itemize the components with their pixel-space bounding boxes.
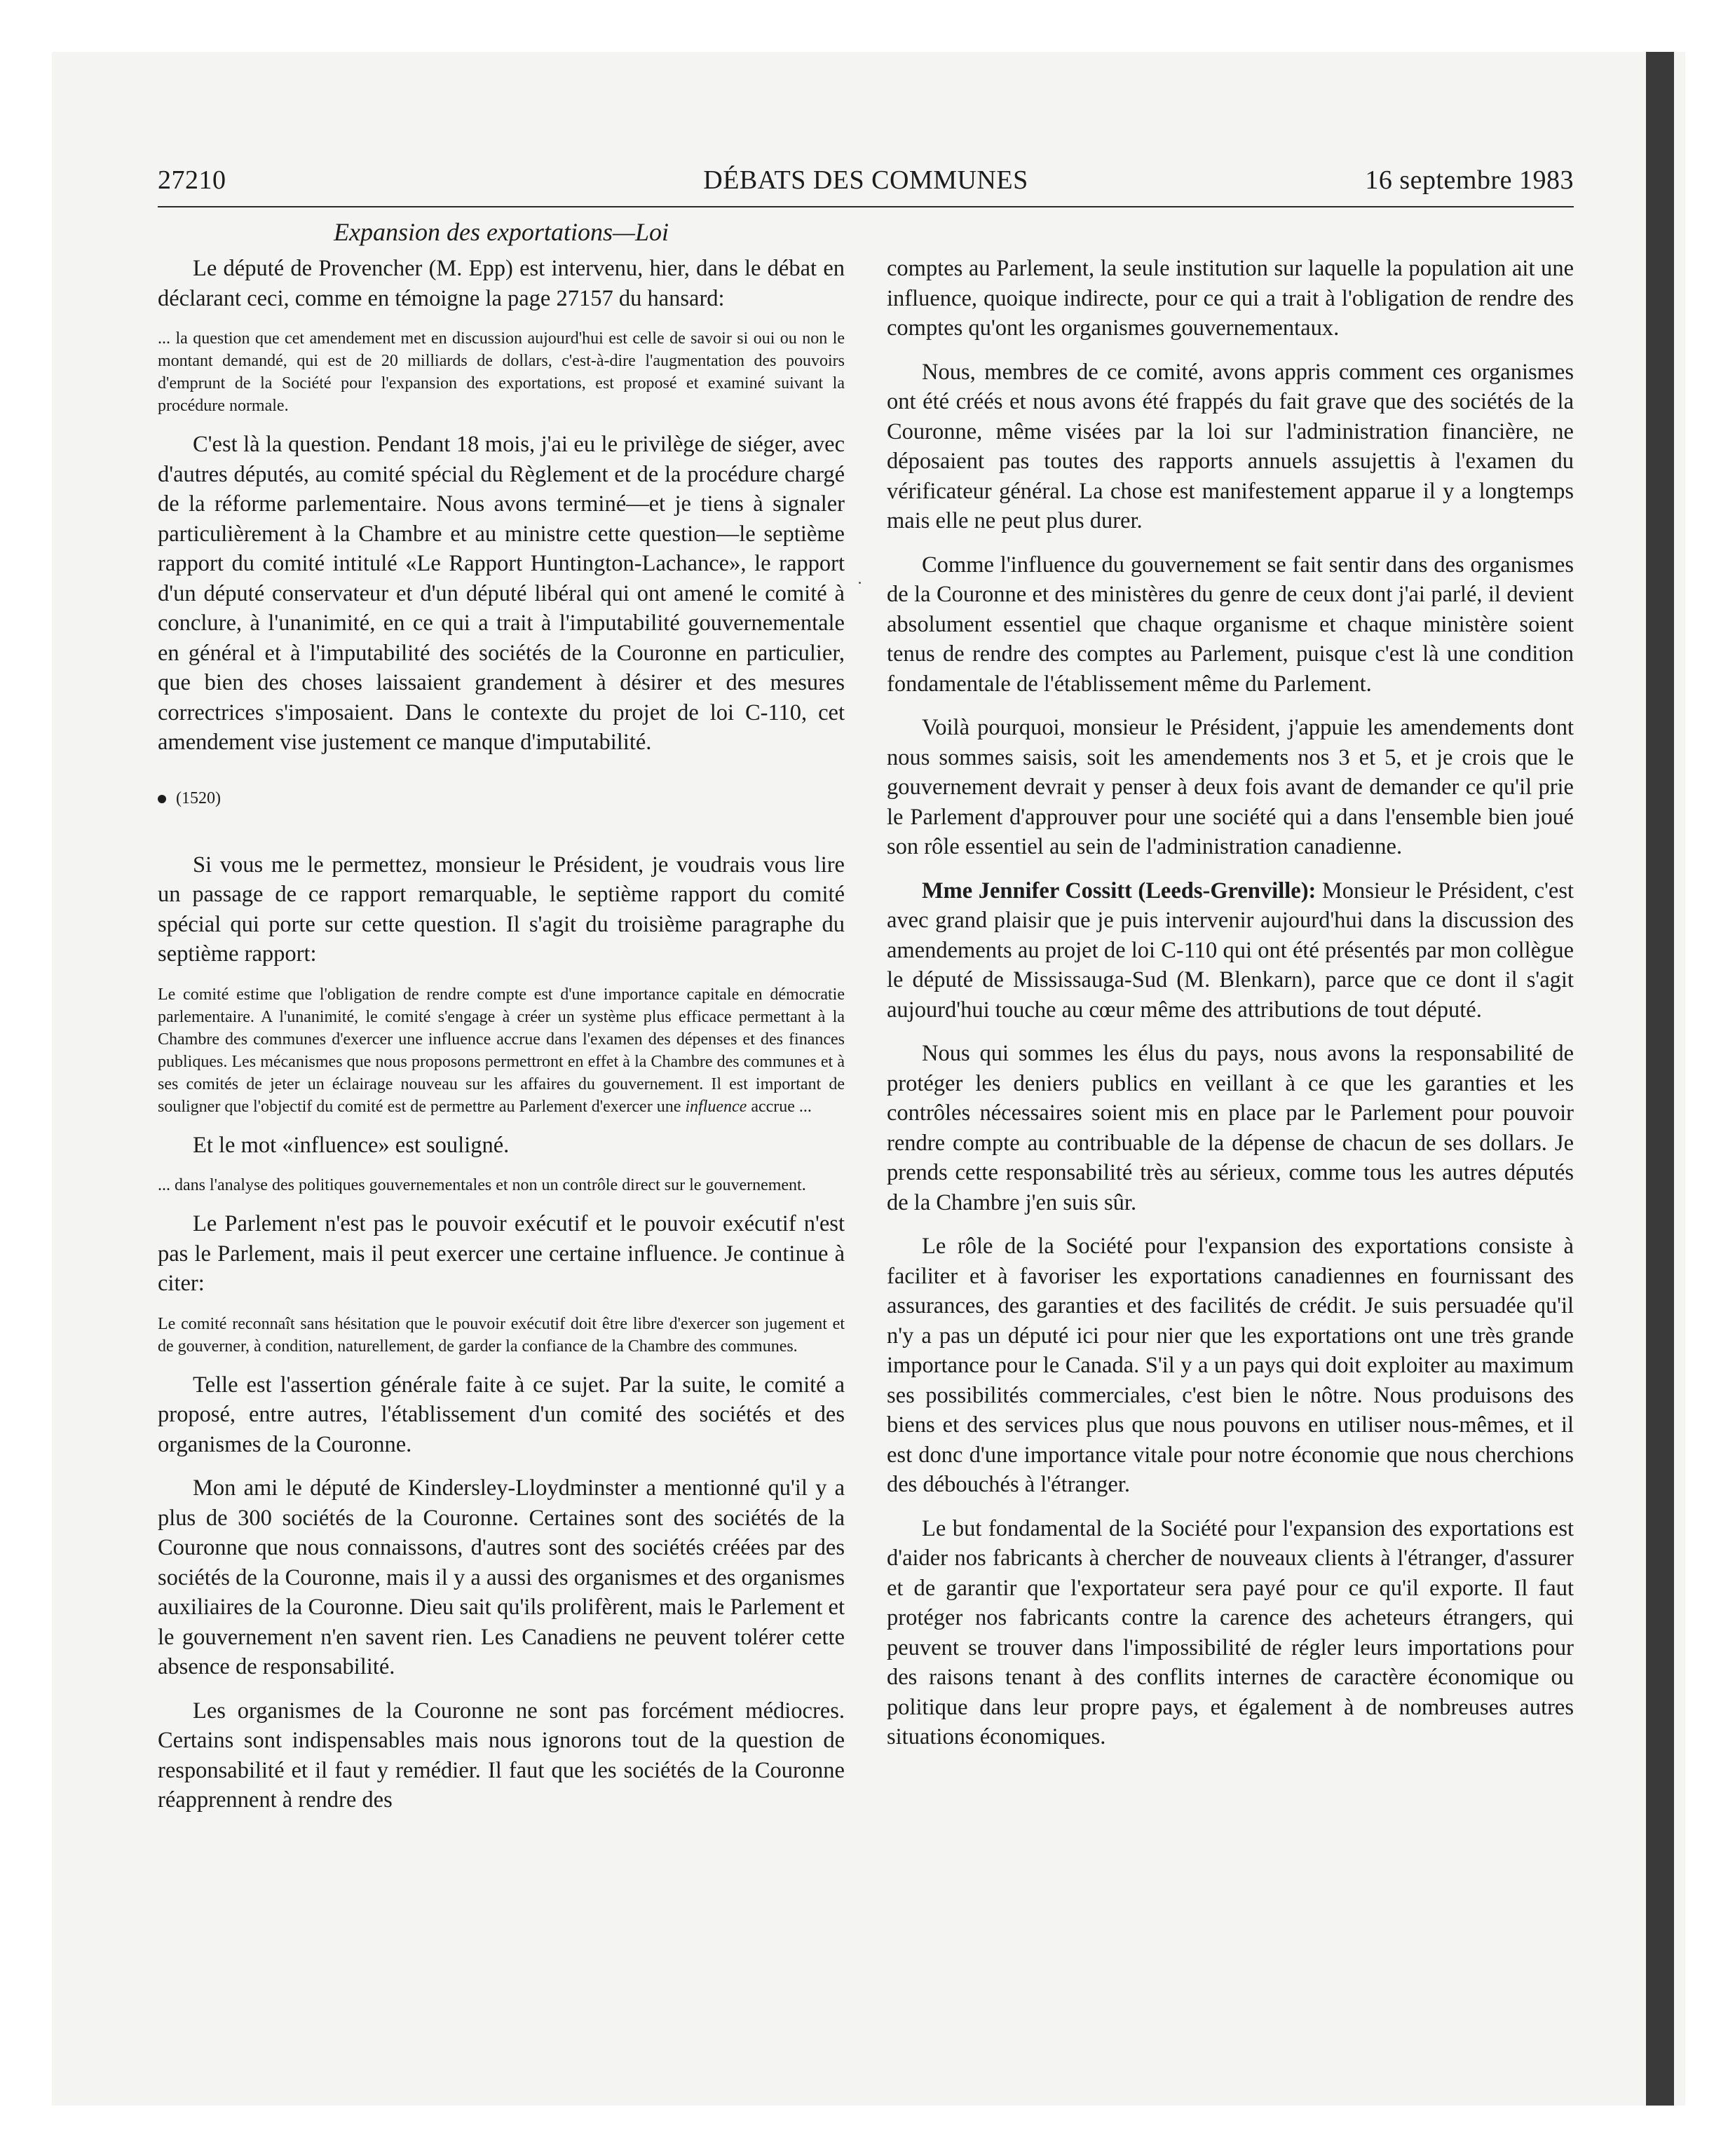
publication-title: DÉBATS DES COMMUNES — [703, 165, 1028, 195]
paragraph: Mon ami le député de Kindersley-Lloydminster a mentionné qu'il y a plus de 300 sociétés de la Couronne. Certaines sont des sociétés de la Couronne que nous connaissons, d'autres sont des sociétés créées par des sociétés de la Couronne, mais il y a aussi des organismes et des organismes auxiliaires de la Couronne. Dieu sait qu'ils prolifèrent, mais le Parlement et le gouvernement n'en savent rien. Les Canadiens ne peuvent tolérer cette absence de responsabilité. — [158, 1475, 845, 1679]
paragraph: Nous qui sommes les élus du pays, nous avons la responsabilité de protéger les deniers publics en veillant à ce que les garanties et les contrôles nécessaires soient mis en place par le Parlement pour pouvoir rendre compte au contribuable de la dépense de chacun de ses dollars. Je prends cette responsabilité très au sérieux, comme tous les autres députés de la Chambre j'en suis sûr. — [887, 1041, 1574, 1215]
scan-edge-bar — [1646, 52, 1674, 2106]
block-quote — [158, 983, 845, 1118]
paragraph: Si vous me le permettez, monsieur le Président, je voudrais vous lire un passage de ce rapport remarquable, le septième rapport du comité spécial qui porte sur cette question. Il s'agit du troisième paragraphe du septième rapport: — [158, 852, 845, 967]
paragraph: C'est là la question. Pendant 18 mois, j'ai eu le privilège de siéger, avec d'autres députés, au comité spécial du Règlement et de la procédure chargé de la réforme parlementaire. Nous avons terminé—et je tiens à signaler particulièrement à la Chambre et au ministre cette question—le septième rapport du comité intitulé «Le Rapport Huntington-Lachance», le rapport d'un député conservateur et d'un député libéral qui ont amené le comité à conclure, à l'unanimité, en ce qui a trait à l'imputabilité gouvernementale en général et à l'imputabilité des sociétés de la Couronne en particulier, que bien des choses laissaient grandement à désirer et des mesures correctrices s'imposaient. Dans le contexte du projet de loi C-110, cet amendement vise justement ce manque d'imputabilité. — [158, 432, 845, 755]
paragraph: Le député de Provencher (M. Epp) est intervenu, hier, dans le débat en déclarant ceci, comme en témoigne la page 27157 du hansard: — [158, 256, 845, 311]
quote-italic-text: influence — [685, 1097, 747, 1116]
speech-text: Monsieur le Président, c'est avec grand plaisir que je puis intervenir aujourd'hui dans la discussion des amendements au projet de loi C-110 qui ont été présentés par mon collègue le député de Mississauga-Sud (M. Blenkarn), parce que ce dont il s'agit aujourd'hui touche au cœur même des attributions de tout député. — [887, 878, 1574, 1023]
paragraph: Voilà pourquoi, monsieur le Président, j'appuie les amendements dont nous sommes saisis, soit les amendements nos 3 et 5, et je crois que le gouvernement devrait y penser à deux fois avant de demander ce qu'il prie le Parlement d'approuver pour une société qui a dans l'ensemble bien joué son rôle essentiel au sein de l'administration canadienne. — [887, 715, 1574, 859]
page-date: 16 septembre 1983 — [1365, 165, 1574, 195]
block-quote: ... dans l'analyse des politiques gouvernementales et non un contrôle direct sur le gouvernement. — [158, 1176, 806, 1194]
paragraph: Nous, membres de ce comité, avons appris comment ces organismes ont été créés et nous avons été frappés du fait grave que des sociétés de la Couronne, même visées par la loi sur l'administration financière, ne déposaient pas toutes des rapports annuels assujettis à l'examen du vérificateur général. La chose est manifestement apparue il y a longtemps mais elle ne peut plus durer. — [887, 359, 1574, 533]
quote-text: Le comité estime que l'obligation de rendre compte est d'une importance capitale en démocratie parlementaire. A l'unanimité, le comité s'engage à créer un système plus efficace permettant à la Chambre des communes d'exercer une influence accrue dans l'examen des dépenses et des finances publiques. Les mécanismes que nous proposons permettront en effet à la Chambre des communes et à ses comités de jeter un éclairage nouveau sur les affaires du gouvernement. Il est important de souligner que l'objectif du comité est de permettre au Parlement d'exercer une — [158, 985, 845, 1116]
paragraph: Le Parlement n'est pas le pouvoir exécutif et le pouvoir exécutif n'est pas le Parlement, mais il peut exercer une certaine influence. Je continue à citer: — [158, 1211, 845, 1296]
time-marker-text: (1520) — [176, 789, 221, 807]
section-title: Expansion des exportations—Loi — [334, 218, 669, 246]
page-header — [158, 163, 1574, 207]
bullet-icon — [158, 795, 166, 803]
left-column — [158, 254, 845, 1829]
margin-dot — [859, 582, 861, 584]
paragraph: Comme l'influence du gouvernement se fait sentir dans des organismes de la Couronne et des ministères du genre de ceux dont j'ai parlé, il devient absolument essentiel que chaque organisme et chaque ministère soient tenus de rendre des comptes au Parlement, puisque c'est là une condition fondamentale de l'établissement même du Parlement. — [887, 552, 1574, 697]
paragraph — [887, 876, 1574, 1025]
paragraph: Les organismes de la Couronne ne sont pas forcément médiocres. Certains sont indispensables mais nous ignorons tout de la question de responsabilité et il faut y remédier. Il faut que les sociétés de la Couronne réapprennent à rendre des — [158, 1698, 845, 1813]
right-column — [887, 254, 1574, 1766]
paragraph: Le rôle de la Société pour l'expansion des exportations consiste à faciliter et à favoriser les exportations canadiennes en fournissant des assurances, des garanties et des facilités de crédit. Je suis persuadée qu'il n'y a pas un député ici pour nier que les exportations ont une très grande importance pour le Canada. S'il y a un pays qui doit exploiter au maximum ses possibilités commerciales, c'est bien le nôtre. Nous produisons des biens et des services plus que nous pouvons en utiliser nous-mêmes, et il est donc d'une importance vitale pour notre économie que nous cherchions des débouchés à l'étranger. — [887, 1234, 1574, 1497]
quote-text: accrue ... — [751, 1097, 812, 1116]
speaker-name: Mme Jennifer Cossitt (Leeds-Grenville): — [922, 878, 1316, 903]
paragraph: Le but fondamental de la Société pour l'expansion des exportations est d'aider nos fabricants à chercher de nouveaux clients à l'étranger, d'assurer et de garantir que l'exportateur sera payé pour ce qu'il exporte. Il faut protéger nos fabricants contre la carence des acheteurs étrangers, qui peuvent se trouver dans l'impossibilité de régler leurs importations pour des raisons tenant à des conflits internes de caractère économique ou politique dans leur propre pays, et également à de nombreuses autres situations économiques. — [887, 1515, 1574, 1749]
time-marker — [158, 787, 845, 810]
page-number: 27210 — [158, 165, 226, 195]
block-quote: ... la question que cet amendement met en discussion aujourd'hui est celle de savoir si oui ou non le montant demandé, qui est de 20 milliards de dollars, c'est-à-dire l'augmentation des pouvoirs d'emprunt de la Société pour l'expansion des exportations, est proposé et examiné suivant la procédure normale. — [158, 329, 845, 415]
paragraph: Telle est l'assertion générale faite à ce sujet. Par la suite, le comité a proposé, entre autres, l'établissement d'un comité des sociétés et des organismes de la Couronne. — [158, 1372, 845, 1457]
paragraph: comptes au Parlement, la seule institution sur laquelle la population ait une influence, quoique indirecte, pour ce qui a trait à l'obligation de rendre des comptes qu'ont les organismes gouvernementaux. — [887, 256, 1574, 341]
block-quote: Le comité reconnaît sans hésitation que le pouvoir exécutif doit être libre d'exercer son jugement et de gouverner, à condition, naturellement, de garder la confiance de la Chambre des communes. — [158, 1314, 845, 1356]
paragraph: Et le mot «influence» est souligné. — [193, 1132, 510, 1158]
